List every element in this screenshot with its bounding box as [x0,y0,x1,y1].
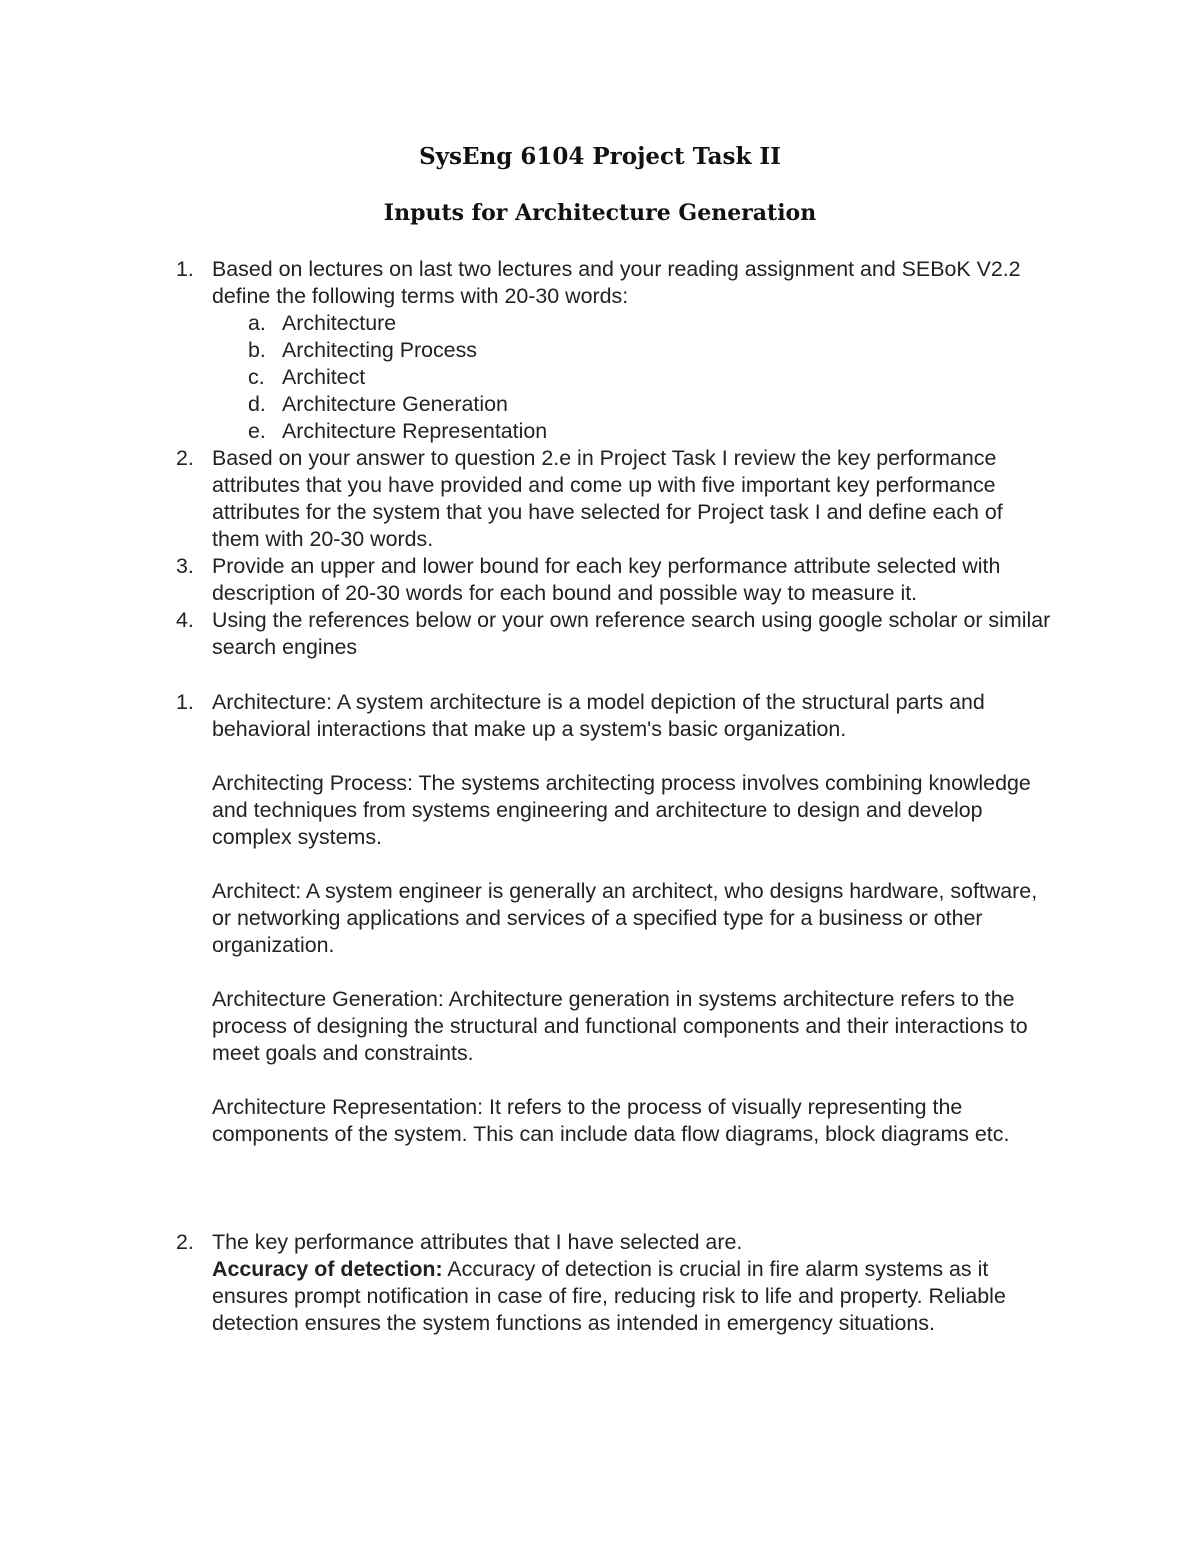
document-title: SysEng 6104 Project Task II [419,143,781,170]
question-number: 3. [176,554,194,578]
subitem-letter: c. [248,365,265,389]
answer-1 [176,689,1056,1148]
answer-number: 2. [176,1230,194,1254]
subitem [176,364,1056,391]
question-item [176,445,1056,553]
subitem-letter: b. [248,338,266,362]
answer-intro: The key performance attributes that I have selected are. [212,1230,743,1254]
question-number: 2. [176,446,194,470]
subitem [176,310,1056,337]
definition-item [176,689,1056,743]
question-text: Using the references below or your own reference search using google scholar or similar search engines [212,608,1051,659]
subitem [176,337,1056,364]
subitem-text: Architecting Process [282,338,477,362]
subitem-letter: d. [248,392,266,416]
definition-architect: Architect: A system engineer is generally an architect, who designs hardware, software, or networking applications and services of a specified type for a business or other organization. [212,879,1038,957]
question-number: 1. [176,257,194,281]
question-number: 4. [176,608,194,632]
attribute-paragraph [176,1256,1056,1337]
subitem-letter: e. [248,419,266,443]
attribute-label: Accuracy of detection: [212,1257,443,1281]
definition-architecture-representation: Architecture Representation: It refers to the process of visually representing the components of the system. This can include data flow diagrams, block diagrams etc. [212,1095,1010,1146]
definition-architecture: Architecture: A system architecture is a model depiction of the structural parts and behavioral interactions that make up a system's basic organization. [212,690,985,741]
subitem-letter: a. [248,311,266,335]
subitem-text: Architecture Generation [282,392,508,416]
question-text: Based on your answer to question 2.e in Project Task I review the key performance attributes that you have provided and come up with five important key performance attributes for the system that you have selected for Project task I and define each of them with 20-30 words. [212,446,1003,551]
question-item [176,256,1056,310]
questions-list [176,256,1056,661]
subitem-text: Architect [282,365,366,389]
definition-architecting-process: Architecting Process: The systems architecting process involves combining knowledge and techniques from systems engineering and architecture to design and develop complex systems. [212,771,1031,849]
document-subtitle: Inputs for Architecture Generation [383,200,817,226]
question-item [176,607,1056,661]
subitem [176,391,1056,418]
definition-architecture-generation: Architecture Generation: Architecture generation in systems architecture refers to the process of designing the structural and functional components and their interactions to meet goals and constraints. [212,987,1028,1065]
subitem-text: Architecture Representation [282,419,548,443]
question-text: Provide an upper and lower bound for each key performance attribute selected with description of 20-30 words for each bound and possible way to measure it. [212,554,1001,605]
attribute-text: Accuracy of detection is crucial in fire alarm systems as it ensures prompt notification in case of fire, reducing risk to life and property. Reliable detection ensures the system functions as intended in emergency situations. [212,1257,1006,1335]
subitem-text: Architecture [282,311,397,335]
answer-number: 1. [176,690,194,714]
question-item [176,553,1056,607]
question-text: Based on lectures on last two lectures and your reading assignment and SEBoK V2.2 define the following terms with 20-30 words: [212,257,1021,308]
answer-item [176,1229,1056,1256]
subitem [176,418,1056,445]
answer-2 [176,1229,1056,1337]
